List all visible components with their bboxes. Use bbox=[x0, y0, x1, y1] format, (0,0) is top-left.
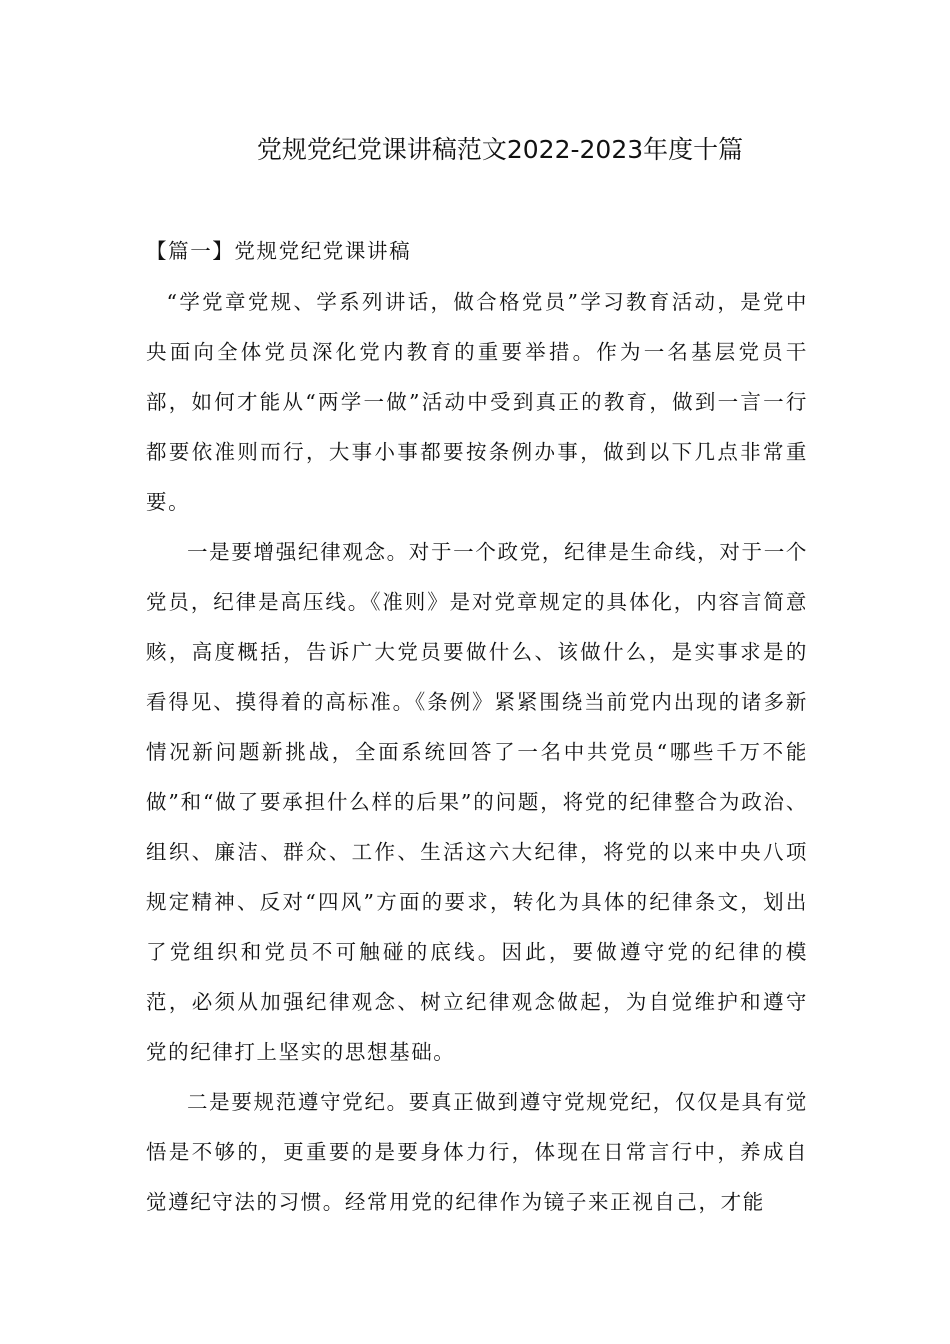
paragraph-intro: “学党章党规、学系列讲话，做合格党员”学习教育活动，是党中央面向全体党员深化党内教育的重要举措。作为一名基层党员干部，如何才能从“两学一做”活动中受到真正的教育，做到一言一行都要依准则而行，大事小事都要按条例办事，做到以下几点非常重要。 bbox=[146, 290, 808, 514]
document-title: 党规党纪党课讲稿范文2022-2023年度十篇 bbox=[256, 135, 744, 164]
section-heading: 【篇一】党规党纪党课讲稿 bbox=[146, 239, 412, 263]
paragraph-point-one: 一是要增强纪律观念。对于一个政党，纪律是生命线，对于一个党员，纪律是高压线。《准则》是对党章规定的具体化，内容言简意赅，高度概括，告诉广大党员要做什么、该做什么，是实事求是的看得见、摸得着的高标准。《条例》紧紧围绕当前党内出现的诸多新情况新问题新挑战，全面系统回答了一名中共党员“哪些千万不能做”和“做了要承担什么样的后果”的问题，将党的纪律整合为政治、组织、廉洁、群众、工作、生活这六大纪律，将党的以来中央八项规定精神、反对“四风”方面的要求，转化为具体的纪律条文，划出了党组织和党员不可触碰的底线。因此，要做遵守党的纪律的模范，必须从加强纪律观念、树立纪律观念做起，为自觉维护和遵守党的纪律打上坚实的思想基础。 bbox=[146, 540, 808, 1064]
paragraph-point-two: 二是要规范遵守党纪。要真正做到遵守党规党纪，仅仅是具有觉悟是不够的，更重要的是要身体力行，体现在日常言行中，养成自觉遵纪守法的习惯。经常用党的纪律作为镜子来正视自己，才能 bbox=[146, 1090, 808, 1214]
